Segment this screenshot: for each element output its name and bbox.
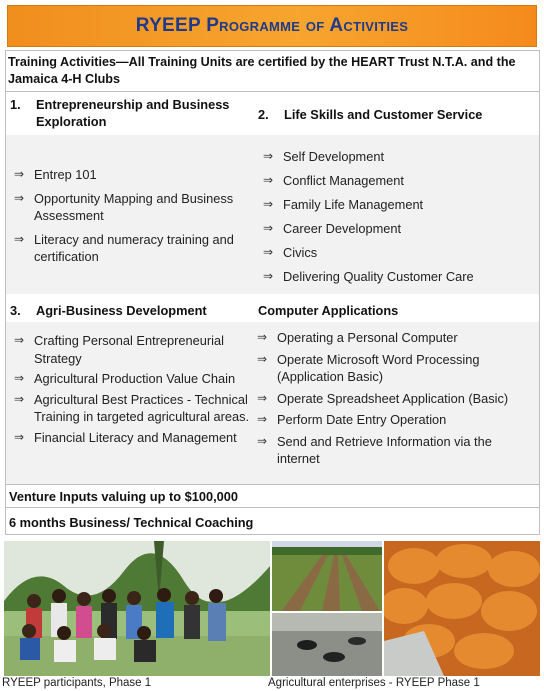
arrow-icon: ⇒ xyxy=(263,269,274,284)
section-1-title: Entrepreneurship and Business Exploration xyxy=(36,97,230,129)
livestock-photo xyxy=(272,613,382,676)
section-2-list xyxy=(263,148,538,293)
list-item-text: Career Development xyxy=(283,221,402,237)
arrow-icon: ⇒ xyxy=(257,412,268,426)
produce-sacks-photo xyxy=(384,541,540,676)
list-item xyxy=(263,268,538,286)
list-item xyxy=(263,220,538,238)
section-3-number: 3. xyxy=(10,303,21,318)
list-item-text: Conflict Management xyxy=(283,173,404,189)
page-title: RYEEP Programme of Activities xyxy=(135,15,409,36)
arrow-icon: ⇒ xyxy=(257,330,268,344)
list-item xyxy=(14,391,256,426)
arrow-icon: ⇒ xyxy=(263,221,274,236)
list-item xyxy=(14,190,254,225)
list-item xyxy=(263,244,538,262)
participants-caption: RYEEP participants, Phase 1 xyxy=(2,677,152,689)
section-3-title: Agri-Business Development xyxy=(36,303,207,318)
list-item-text: Civics xyxy=(283,245,318,261)
section-2-number: 2. xyxy=(258,107,269,122)
list-item xyxy=(257,351,538,386)
list-item-text: Perform Date Entry Operation xyxy=(277,412,447,427)
section-1-list xyxy=(14,166,254,272)
list-item-text: Opportunity Mapping and Business Assessment xyxy=(34,190,234,223)
list-item-text: Send and Retrieve Information via the internet xyxy=(277,433,492,466)
section-4-title: Computer Applications xyxy=(258,303,399,318)
divider xyxy=(5,91,540,92)
section-3-list xyxy=(14,332,256,449)
arrow-icon: ⇒ xyxy=(14,167,25,181)
list-item xyxy=(263,196,538,214)
list-item xyxy=(14,166,254,184)
list-item-text: Operate Microsoft Word Processing (Application Basic) xyxy=(277,351,480,384)
venture-inputs-row: Venture Inputs valuing up to $100,000 xyxy=(5,484,540,508)
section-1-number: 1. xyxy=(10,97,21,112)
list-item-text: Operating a Personal Computer xyxy=(277,330,458,345)
list-item xyxy=(257,390,538,408)
list-item xyxy=(257,433,538,468)
list-item xyxy=(257,329,538,347)
list-item-text: Agricultural Production Value Chain xyxy=(34,371,236,386)
enterprises-caption: Agricultural enterprises - RYEEP Phase 1 xyxy=(268,677,480,689)
coaching-row: 6 months Business/ Technical Coaching xyxy=(9,515,254,530)
list-item-text: Agricultural Best Practices - Technical Training in targeted agricultural areas. xyxy=(34,391,250,424)
arrow-icon: ⇒ xyxy=(257,351,268,366)
list-item xyxy=(14,429,256,447)
list-item-text: Family Life Management xyxy=(283,197,424,213)
list-item-text: Operate Spreadsheet Application (Basic) xyxy=(277,390,509,406)
arrow-icon: ⇒ xyxy=(14,391,25,406)
list-item-text: Financial Literacy and Management xyxy=(34,429,237,445)
participants-photo xyxy=(4,541,270,676)
arrow-icon: ⇒ xyxy=(257,390,268,405)
arrow-icon: ⇒ xyxy=(263,197,274,212)
section-4-list xyxy=(257,329,538,472)
list-item-text: Entrep 101 xyxy=(34,167,97,182)
crop-field-photo xyxy=(272,541,382,611)
list-item xyxy=(14,231,254,266)
title-banner xyxy=(7,5,537,47)
arrow-icon: ⇒ xyxy=(263,149,274,163)
list-item xyxy=(14,370,256,388)
list-item xyxy=(257,411,538,429)
arrow-icon: ⇒ xyxy=(14,371,25,385)
list-item xyxy=(263,172,538,190)
arrow-icon: ⇒ xyxy=(263,173,274,188)
section-1-heading xyxy=(10,96,250,130)
list-item-text: Crafting Personal Entrepreneurial Strategy xyxy=(34,333,224,366)
list-item xyxy=(263,148,538,166)
section-3-heading xyxy=(10,302,250,319)
list-item-text: Delivering Quality Customer Care xyxy=(283,269,474,285)
list-item xyxy=(14,332,256,367)
arrow-icon: ⇒ xyxy=(14,429,25,444)
section-2-title: Life Skills and Customer Service xyxy=(284,107,483,122)
section-2-heading xyxy=(258,106,538,123)
list-item-text: Self Development xyxy=(283,149,385,164)
arrow-icon: ⇒ xyxy=(14,190,25,205)
arrow-icon: ⇒ xyxy=(263,245,274,260)
arrow-icon: ⇒ xyxy=(14,333,25,347)
training-intro: Training Activities—All Training Units are certified by the HEART Trust N.T.A. and the Jamaica 4-H Clubs xyxy=(8,55,516,86)
list-item-text: Literacy and numeracy training and certification xyxy=(34,231,234,264)
arrow-icon: ⇒ xyxy=(14,231,25,246)
section-4-heading xyxy=(258,302,538,319)
arrow-icon: ⇒ xyxy=(257,433,268,448)
